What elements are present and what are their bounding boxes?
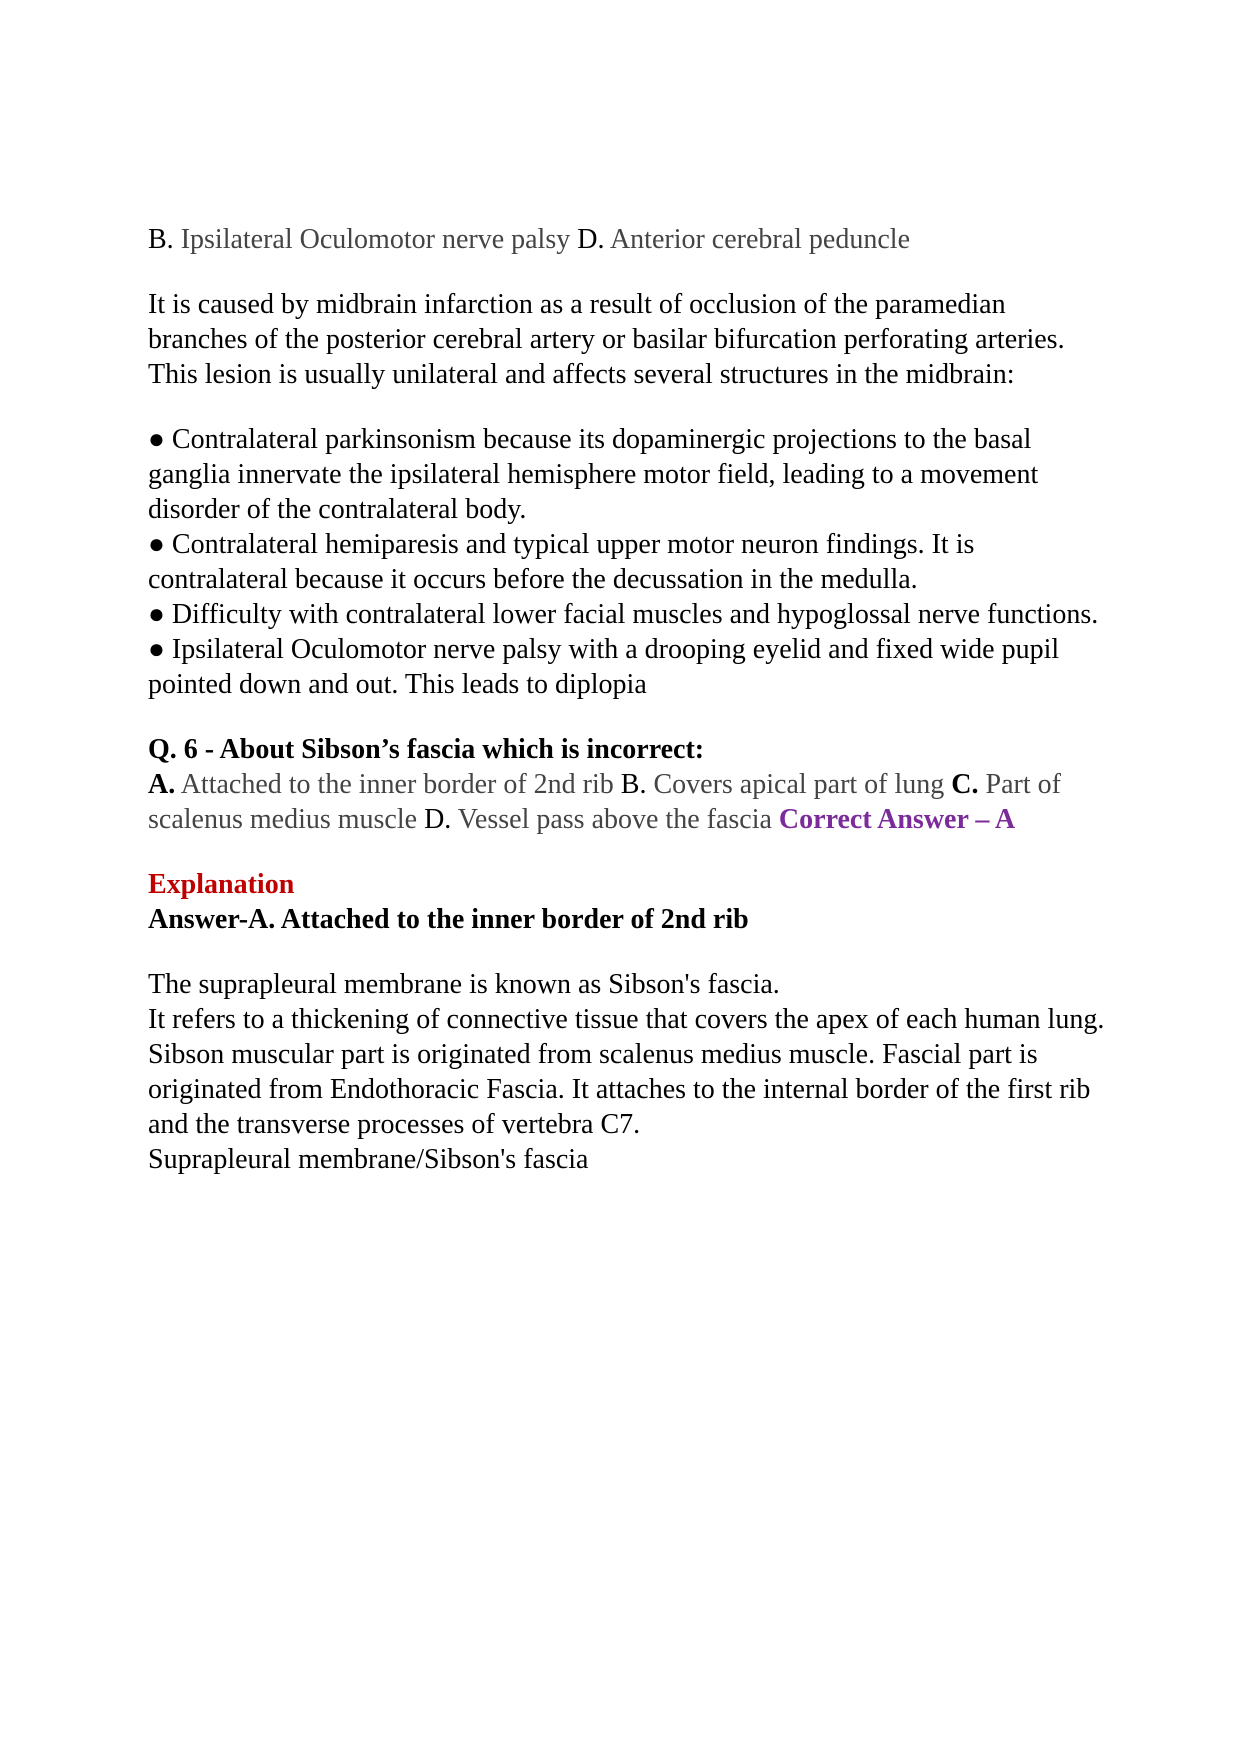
option-c-letter: C. xyxy=(951,769,979,800)
question-title: Q. 6 - About Sibson’s fascia which is incorrect: xyxy=(148,734,705,765)
explanation-heading: Explanation xyxy=(148,869,295,900)
spacer xyxy=(148,937,1108,967)
option-b-text: Covers apical part of lung xyxy=(653,769,945,800)
option-c-text: Part of scalenus medius muscle xyxy=(148,769,1061,835)
option-a-text: Attached to the inner border of 2nd rib xyxy=(180,769,614,800)
explanation-line: It refers to a thickening of connective tissue that covers the apex of each human lung. xyxy=(148,1004,1105,1035)
option-b-letter: B. xyxy=(620,769,647,800)
explanation-line: The suprapleural membrane is known as Sibson's fascia. xyxy=(148,969,780,1000)
explanation-answer: Answer-A. Attached to the inner border of 2nd rib xyxy=(148,904,749,935)
question-options xyxy=(148,767,1108,837)
option-d-text: Anterior cerebral peduncle xyxy=(609,224,910,255)
option-d-text: Vessel pass above the fascia xyxy=(457,804,772,835)
explanation-line: Sibson muscular part is originated from scalenus medius muscle. Fascial part is originated from Endothoracic Fascia. It attaches to the internal border of the first rib and the transverse processes of vertebra C7. xyxy=(148,1039,1091,1140)
spacer xyxy=(148,257,1108,287)
bullet-item: ● Difficulty with contralateral lower facial muscles and hypoglossal nerve functions. xyxy=(148,599,1099,630)
spacer xyxy=(148,392,1108,422)
option-a-letter: A. xyxy=(148,769,176,800)
bullet-item: ● Contralateral parkinsonism because its dopaminergic projections to the basal ganglia innervate the ipsilateral hemisphere motor field, leading to a movement disorder of the contralateral body. xyxy=(148,424,1039,525)
bullet-item: ● Contralateral hemiparesis and typical upper motor neuron findings. It is contralateral because it occurs before the decussation in the medulla. xyxy=(148,529,975,595)
cause-paragraph: It is caused by midbrain infarction as a result of occlusion of the paramedian branches of the posterior cerebral artery or basilar bifurcation perforating arteries. xyxy=(148,289,1065,355)
option-d-letter: D. xyxy=(577,224,605,255)
bullet-item: ● Ipsilateral Oculomotor nerve palsy with a drooping eyelid and fixed wide pupil pointed down and out. This leads to diplopia xyxy=(148,634,1060,700)
spacer xyxy=(148,837,1108,867)
lesion-paragraph: This lesion is usually unilateral and affects several structures in the midbrain: xyxy=(148,359,1015,390)
spacer xyxy=(148,702,1108,732)
correct-answer-label: Correct Answer – A xyxy=(778,804,1016,835)
option-b-letter: B. xyxy=(148,224,174,255)
option-d-letter: D. xyxy=(424,804,452,835)
option-b-text: Ipsilateral Oculomotor nerve palsy xyxy=(180,224,571,255)
explanation-line: Suprapleural membrane/Sibson's fascia xyxy=(148,1144,589,1175)
document-page xyxy=(148,222,1108,1177)
previous-options-line xyxy=(148,222,1108,257)
